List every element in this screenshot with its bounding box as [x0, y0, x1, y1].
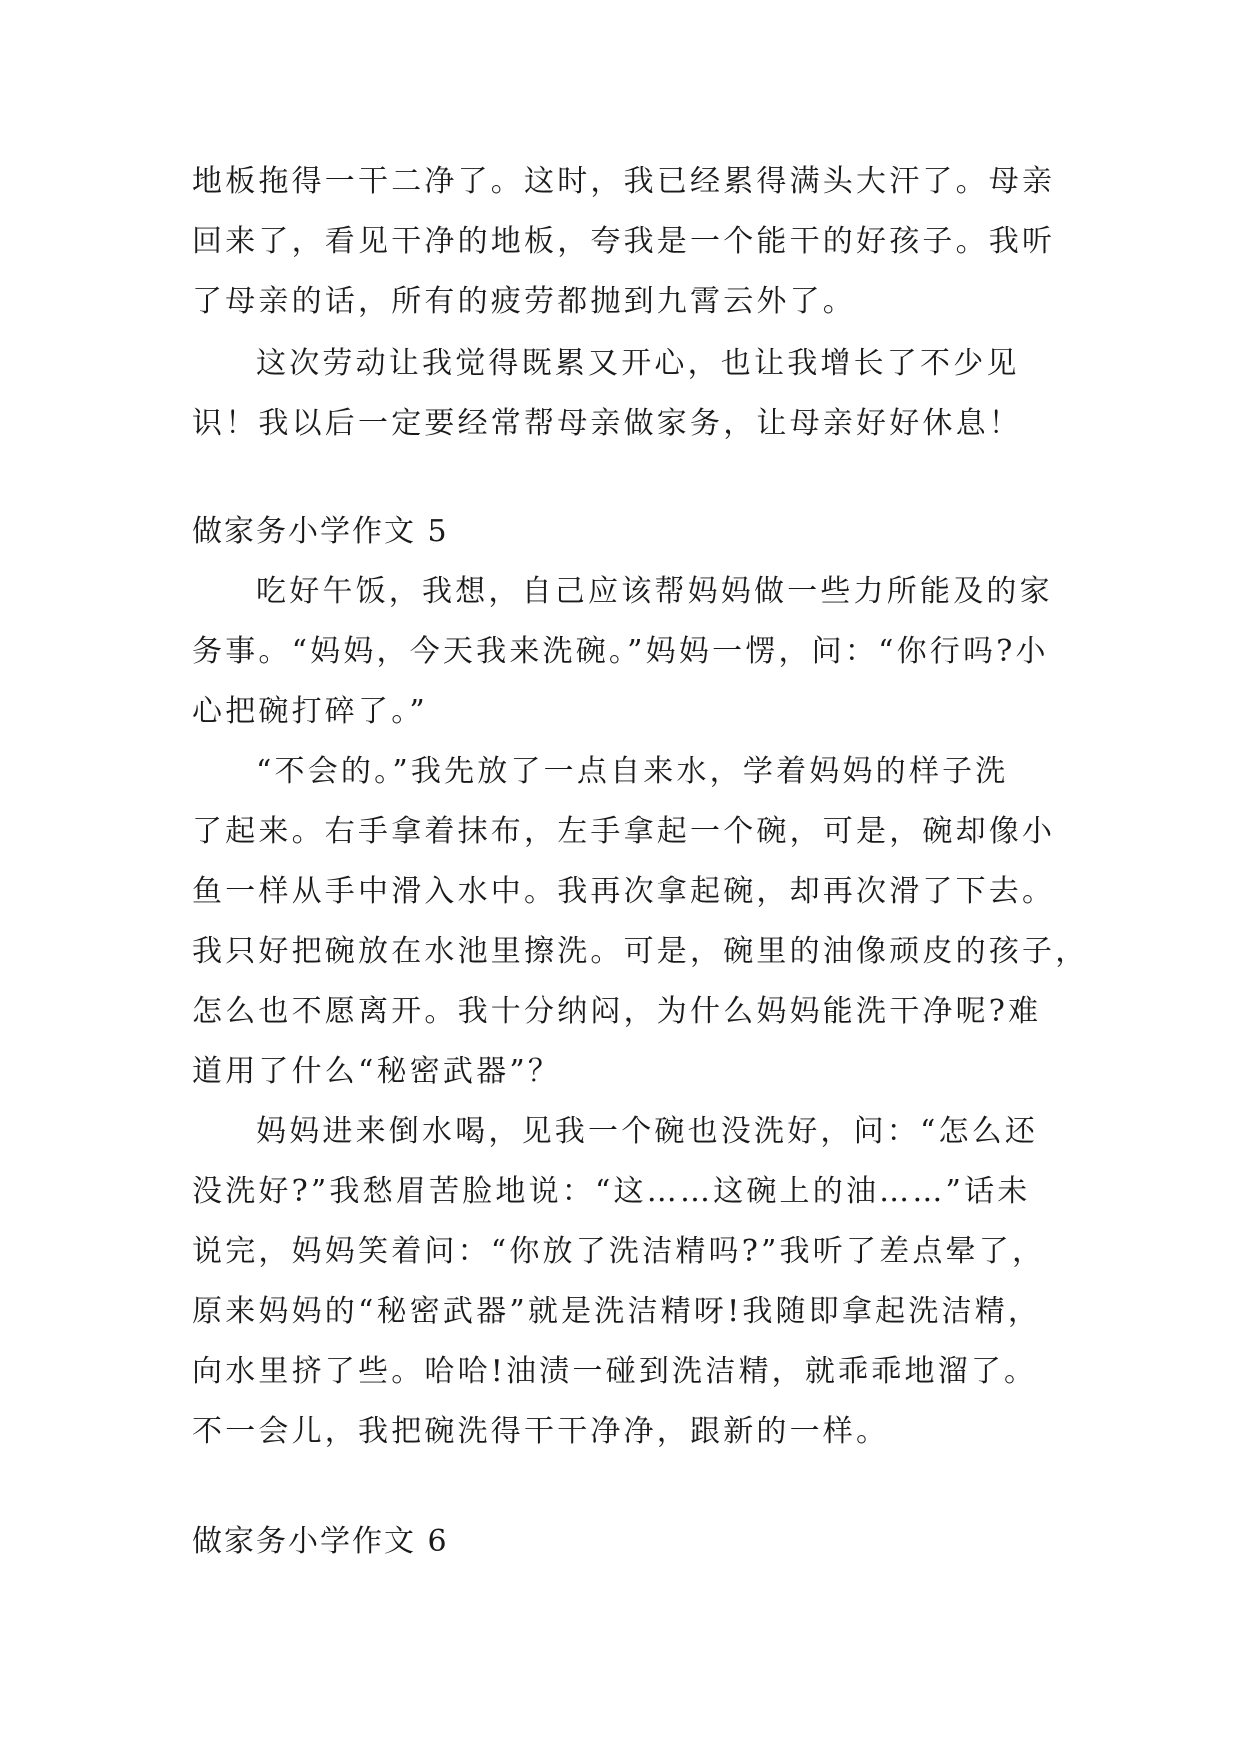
section-heading: 做家务小学作文 6 [192, 1524, 449, 1559]
paragraph-line: 地板拖得一干二净了。这时，我已经累得满头大汗了。母亲 [192, 164, 1056, 199]
paragraph-line: 我只好把碗放在水池里擦洗。可是，碗里的油像顽皮的孩子， [192, 934, 1089, 969]
paragraph-line: 没洗好?”我愁眉苦脸地说：“这……这碗上的油……”话未 [192, 1174, 1031, 1209]
paragraph-line: 道用了什么“秘密武器”？ [192, 1054, 562, 1089]
paragraph-line: 了母亲的话，所有的疲劳都抛到九霄云外了。 [192, 284, 856, 319]
section-heading: 做家务小学作文 5 [192, 514, 449, 549]
paragraph-line: 妈妈进来倒水喝，见我一个碗也没洗好，问：“怎么还 [256, 1114, 1039, 1149]
paragraph-line: 识！我以后一定要经常帮母亲做家务，让母亲好好休息！ [192, 406, 1022, 441]
paragraph-line: 这次劳动让我觉得既累又开心，也让我增长了不少见 [256, 346, 1020, 381]
paragraph-line: 向水里挤了些。哈哈!油渍一碰到洗洁精，就乖乖地溜了。 [192, 1354, 1038, 1389]
paragraph-line: 原来妈妈的“秘密武器”就是洗洁精呀!我随即拿起洗洁精， [192, 1294, 1042, 1329]
paragraph-line: 务事。“妈妈，今天我来洗碗。”妈妈一愣，问：“你行吗?小 [192, 634, 1049, 669]
paragraph-line: 了起来。右手拿着抹布，左手拿起一个碗，可是，碗却像小 [192, 814, 1056, 849]
paragraph-line: 吃好午饭，我想，自己应该帮妈妈做一些力所能及的家 [256, 574, 1053, 609]
paragraph-line: 回来了，看见干净的地板，夸我是一个能干的好孩子。我听 [192, 224, 1056, 259]
paragraph-line: 不一会儿，我把碗洗得干干净净，跟新的一样。 [192, 1414, 890, 1449]
paragraph-line: 怎么也不愿离开。我十分纳闷，为什么妈妈能洗干净呢?难 [192, 994, 1042, 1029]
paragraph-line: “不会的。”我先放了一点自来水，学着妈妈的样子洗 [256, 754, 1009, 789]
paragraph-line: 鱼一样从手中滑入水中。我再次拿起碗，却再次滑了下去。 [192, 874, 1056, 909]
paragraph-line: 说完，妈妈笑着问：“你放了洗洁精吗?”我听了差点晕了， [192, 1234, 1046, 1269]
paragraph-line: 心把碗打碎了。” [192, 694, 428, 729]
